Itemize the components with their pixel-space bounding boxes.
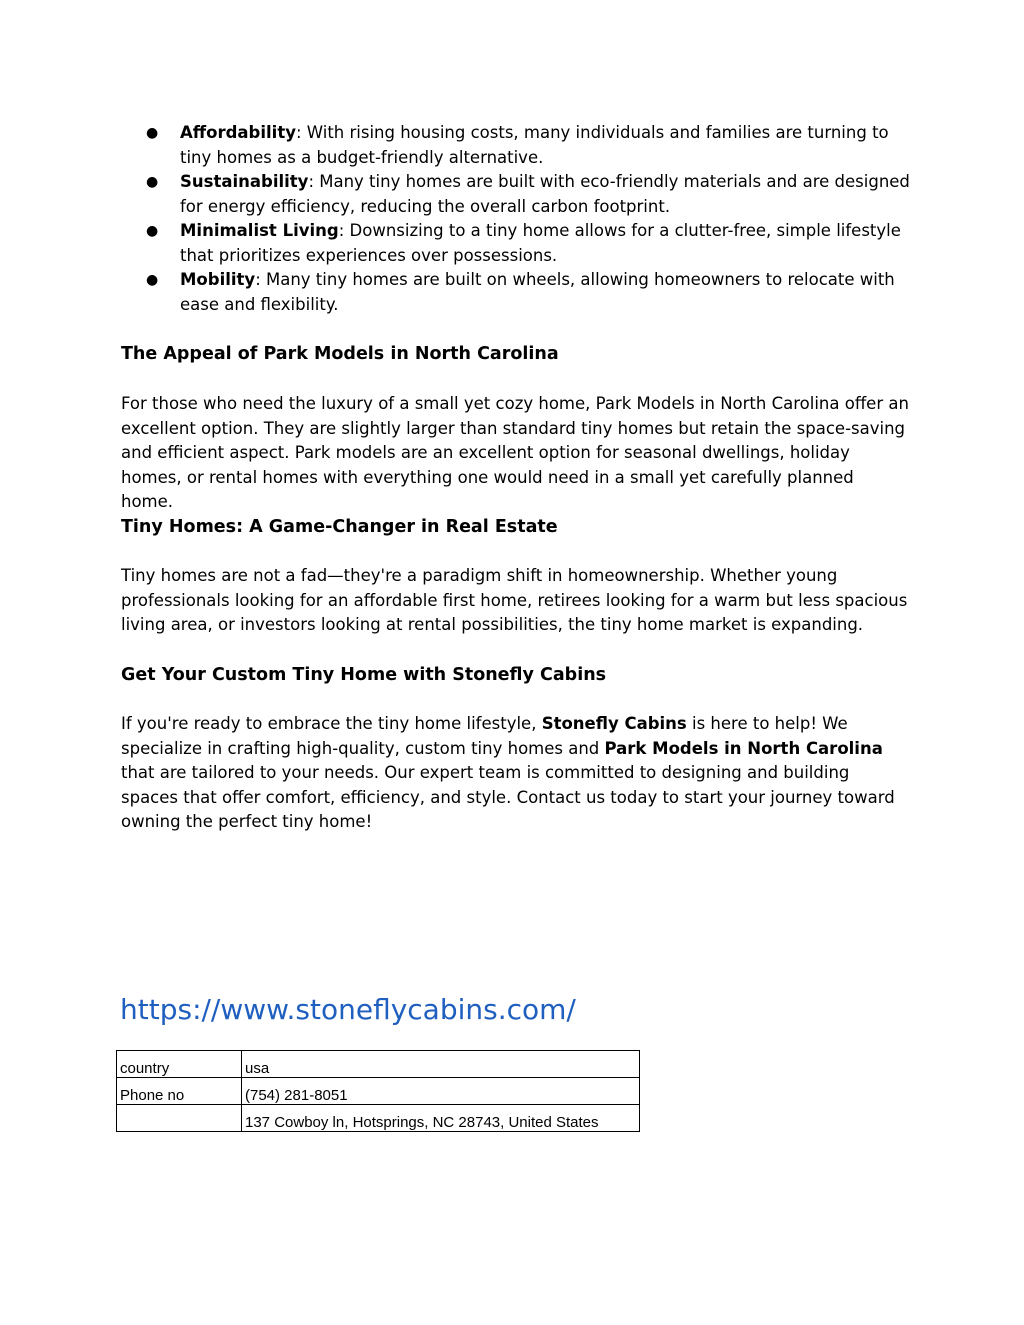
section-body-custom — [121, 712, 911, 835]
table-cell-label: Phone no — [117, 1078, 242, 1105]
table-cell-label: country — [117, 1051, 242, 1078]
bullet-term: Mobility — [180, 270, 256, 289]
bullet-icon: ● — [146, 174, 159, 190]
body-text: If you're ready to embrace the tiny home lifestyle, — [121, 714, 542, 733]
body-text: is here to help! We specialize in crafting high-quality, custom tiny homes and — [121, 714, 848, 758]
list-item — [146, 219, 914, 268]
contact-table — [116, 1050, 640, 1132]
bullet-text: : With rising housing costs, many individuals and families are turning to tiny homes as a budget-friendly alternative. — [180, 123, 889, 167]
bullet-term: Sustainability — [180, 172, 309, 191]
bullet-text: : Downsizing to a tiny home allows for a clutter-free, simple lifestyle that prioritizes experiences over possessions. — [180, 221, 901, 265]
table-cell-label — [117, 1105, 242, 1132]
bullet-icon: ● — [146, 223, 159, 239]
table-cell-value: (754) 281-8051 — [242, 1078, 640, 1105]
website-link[interactable]: https://www.stoneflycabins.com/ — [120, 993, 576, 1026]
list-item — [146, 170, 914, 219]
table-row — [117, 1105, 640, 1132]
product-name: Park Models in North Carolina — [604, 738, 883, 758]
bullet-term: Minimalist Living — [180, 221, 339, 240]
bullet-term: Affordability — [180, 123, 296, 142]
section-heading-park-models: The Appeal of Park Models in North Carolina — [121, 344, 559, 364]
list-item — [146, 121, 914, 170]
bullet-text: : Many tiny homes are built on wheels, allowing homeowners to relocate with ease and flexibility. — [180, 270, 895, 314]
list-item — [146, 268, 914, 317]
bullet-text: : Many tiny homes are built with eco-friendly materials and are designed for energy efficiency, reducing the overall carbon footprint. — [180, 172, 910, 216]
bullet-icon: ● — [146, 125, 159, 141]
brand-name: Stonefly Cabins — [541, 714, 687, 733]
table-cell-value: usa — [242, 1051, 640, 1078]
body-text: that are tailored to your needs. Our expert team is committed to designing and building spaces that offer comfort, efficiency, and style. Contact us today to start your journey toward owning the perfect tiny home! — [121, 763, 895, 832]
bullet-icon: ● — [146, 272, 159, 288]
benefits-list — [146, 121, 914, 317]
table-row — [117, 1078, 640, 1105]
section-body-game-changer: Tiny homes are not a fad—they're a paradigm shift in homeownership. Whether young professionals looking for an affordable first home, retirees looking for a warm but less spacious living area, or investors looking at rental possibilities, the tiny home market is expanding. — [121, 566, 908, 635]
section-heading-custom: Get Your Custom Tiny Home with Stonefly Cabins — [121, 665, 607, 685]
section-body-park-models: For those who need the luxury of a small yet cozy home, Park Models in North Carolina offer an excellent option. They are slightly larger than standard tiny homes but retain the space-saving and efficient aspect. Park models are an excellent option for seasonal dwellings, holiday homes, or rental homes with everything one would need in a small yet carefully planned home. — [121, 394, 909, 512]
table-cell-value: 137 Cowboy ln, Hotsprings, NC 28743, United States — [242, 1105, 640, 1132]
table-row — [117, 1051, 640, 1078]
section-heading-game-changer: Tiny Homes: A Game-Changer in Real Estate — [121, 517, 558, 537]
